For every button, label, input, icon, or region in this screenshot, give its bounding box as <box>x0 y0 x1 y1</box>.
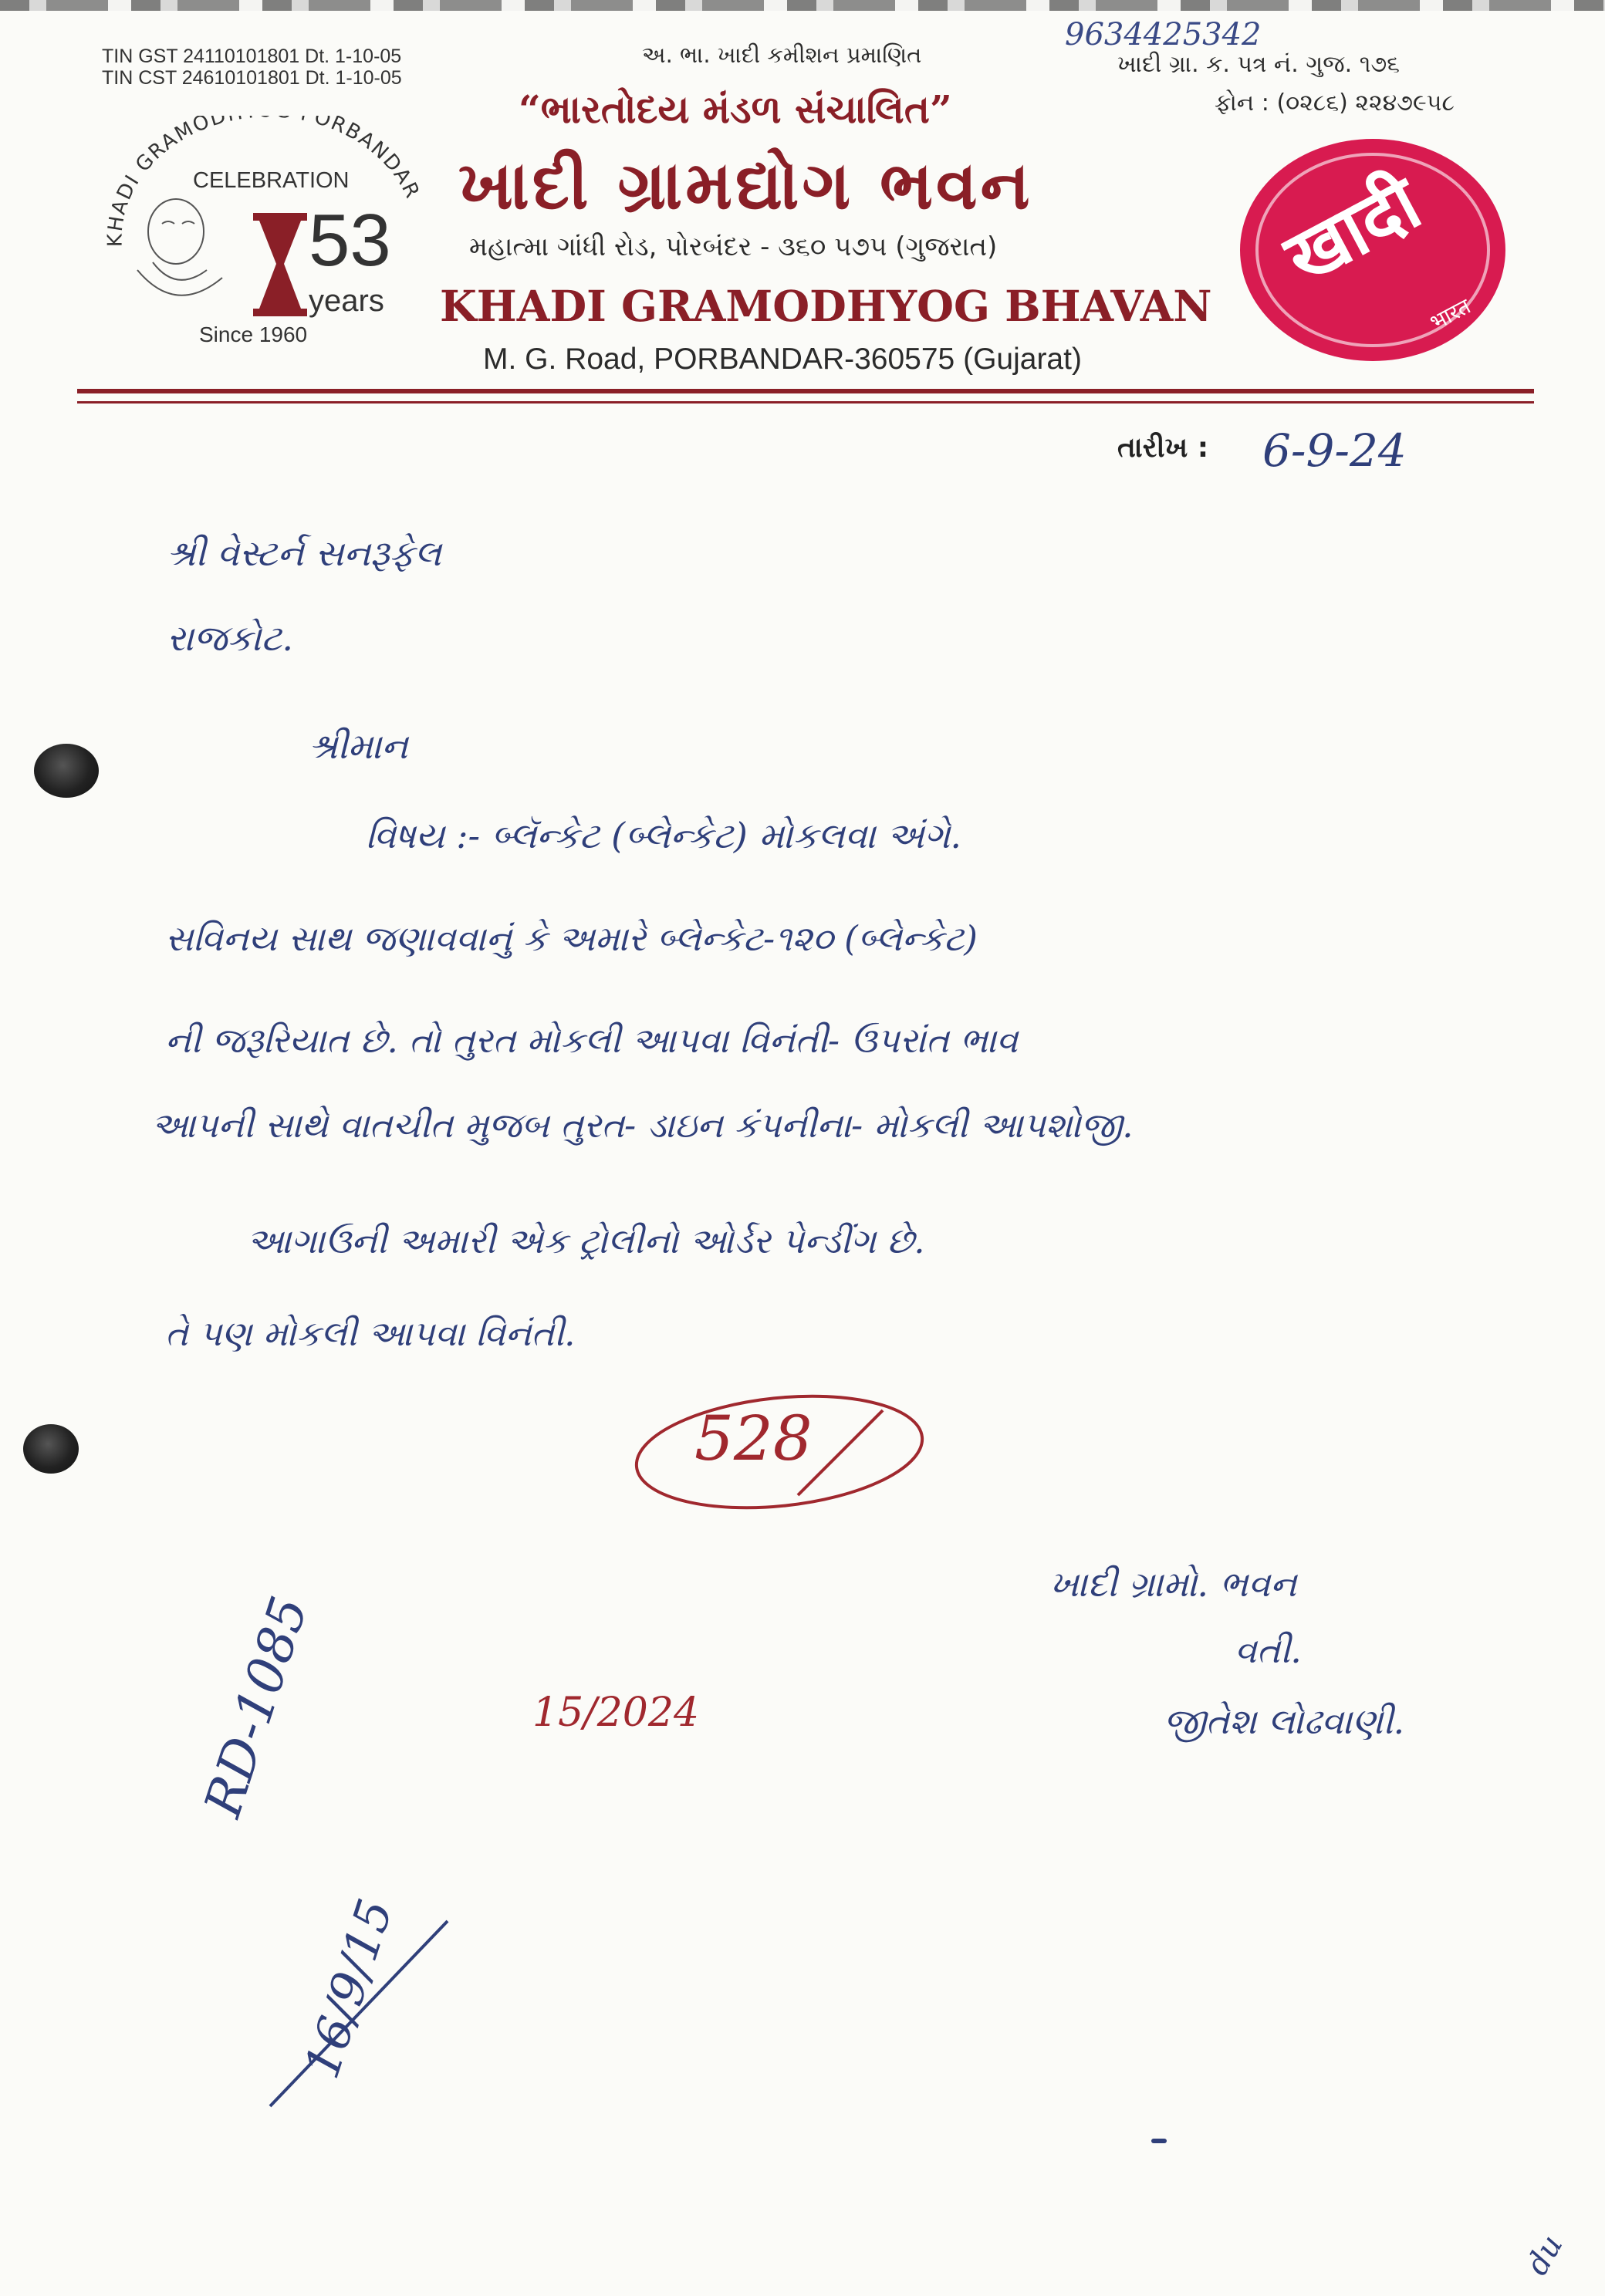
date-label: તારીખ : <box>1117 432 1209 464</box>
reference-number: RD-1085 <box>193 1589 320 1824</box>
reference-strike <box>255 1913 455 2114</box>
date-value: 6-9-24 <box>1262 424 1407 477</box>
ink-dot <box>1151 2139 1167 2143</box>
punch-hole-lower <box>23 1424 79 1474</box>
managed-by-text: “ભારતોદય મંડળ સંચાલિત” <box>519 86 952 132</box>
signoff-signature: જીતેશ લોઢવાણી. <box>1164 1700 1405 1742</box>
handwritten-phone: 9634425342 <box>1065 17 1262 52</box>
header-rule-bottom <box>77 401 1534 403</box>
body-line-3: આપની સાથે વાતચીત મુજબ તુરત- ડાઇન કંપનીના- મોકલી આપશોજી. <box>151 1105 1134 1146</box>
subject-line: વિષય :- બ્લૅન્કેટ (બ્લેન્કેટ) મોકલવા અંગે. <box>366 815 961 856</box>
reference-date: 16/9/15 <box>293 1892 404 2085</box>
logo-ring-text: KHADI GRAMOD ORBANDAR <box>103 116 424 248</box>
celebration-label: CELEBRATION <box>193 168 350 193</box>
certificate-number: ખાદી ગ્રા. ક. પત્ર નં. ગુજ. ૧૭૬ <box>1117 51 1401 78</box>
signoff-line-1: ખાદી ગ્રામો. ભવન <box>1049 1563 1297 1605</box>
body-line-1: સવિનય સાથ જણાવવાનું કે અમારે બ્લેન્કેટ-૧૨૦ (બ્લેન્કેટ) <box>165 918 978 959</box>
signoff-line-2: વતી. <box>1235 1629 1302 1671</box>
left-note: 15/2024 <box>532 1690 700 1736</box>
salutation: શ્રીમાન <box>309 725 408 767</box>
certification-text: અ. ભા. ખાદી કમીશન પ્રમાણિત <box>642 42 922 68</box>
organization-name-gujarati: ખાદી ગ્રામદ્યોગ ભવન <box>458 147 1033 225</box>
address-gujarati: મહાત્મા ગાંધી રોડ, પોરબંદર - ૩૬૦ ૫૭૫ (ગુજરાત) <box>469 231 998 262</box>
tin-cst: TIN CST 24610101801 Dt. 1-10-05 <box>102 67 402 89</box>
recipient-line-1: શ્રી વેસ્ટર્ન સનરૂફેલ <box>167 532 441 574</box>
reference-strike-graphic <box>255 1913 455 2114</box>
header-rule-top <box>77 389 1534 393</box>
tin-gst: TIN GST 24110101801 Dt. 1-10-05 <box>102 46 402 67</box>
celebration-years: years <box>309 284 384 318</box>
recipient-line-2: રાજકોટ. <box>167 617 293 659</box>
khadi-logo-subtext: भारत <box>1425 293 1475 336</box>
top-scan-strip <box>0 0 1605 11</box>
since-year: Since 1960 <box>199 322 308 346</box>
khadi-logo-text: खादी <box>1271 160 1434 302</box>
organization-name-english: KHADI GRAMODHYOG BHAVAN <box>440 281 1212 331</box>
celebration-number: 53 <box>309 199 391 282</box>
stamp-number: 528 <box>694 1403 813 1474</box>
body-line-5: તે પણ મોકલી આપવા વિનંતી. <box>165 1313 576 1354</box>
punch-hole-upper <box>34 744 99 798</box>
phone-number: ફોન : (૦૨૮૬) ૨૨૪૭૯૫૮ <box>1215 89 1455 116</box>
body-line-4: આગાઉની અમારી એક ટ્રોલીનો ઓર્ડર પેન્ડીંગ છે. <box>247 1221 925 1261</box>
corner-mark: du <box>1519 2229 1570 2281</box>
body-line-2: ની જરૂરિયાત છે. તો તુરત મોકલી આપવા વિનંતી- ઉપરાંત ભાવ <box>165 1020 1019 1061</box>
address-english: M. G. Road, PORBANDAR-360575 (Gujarat) <box>483 343 1082 376</box>
